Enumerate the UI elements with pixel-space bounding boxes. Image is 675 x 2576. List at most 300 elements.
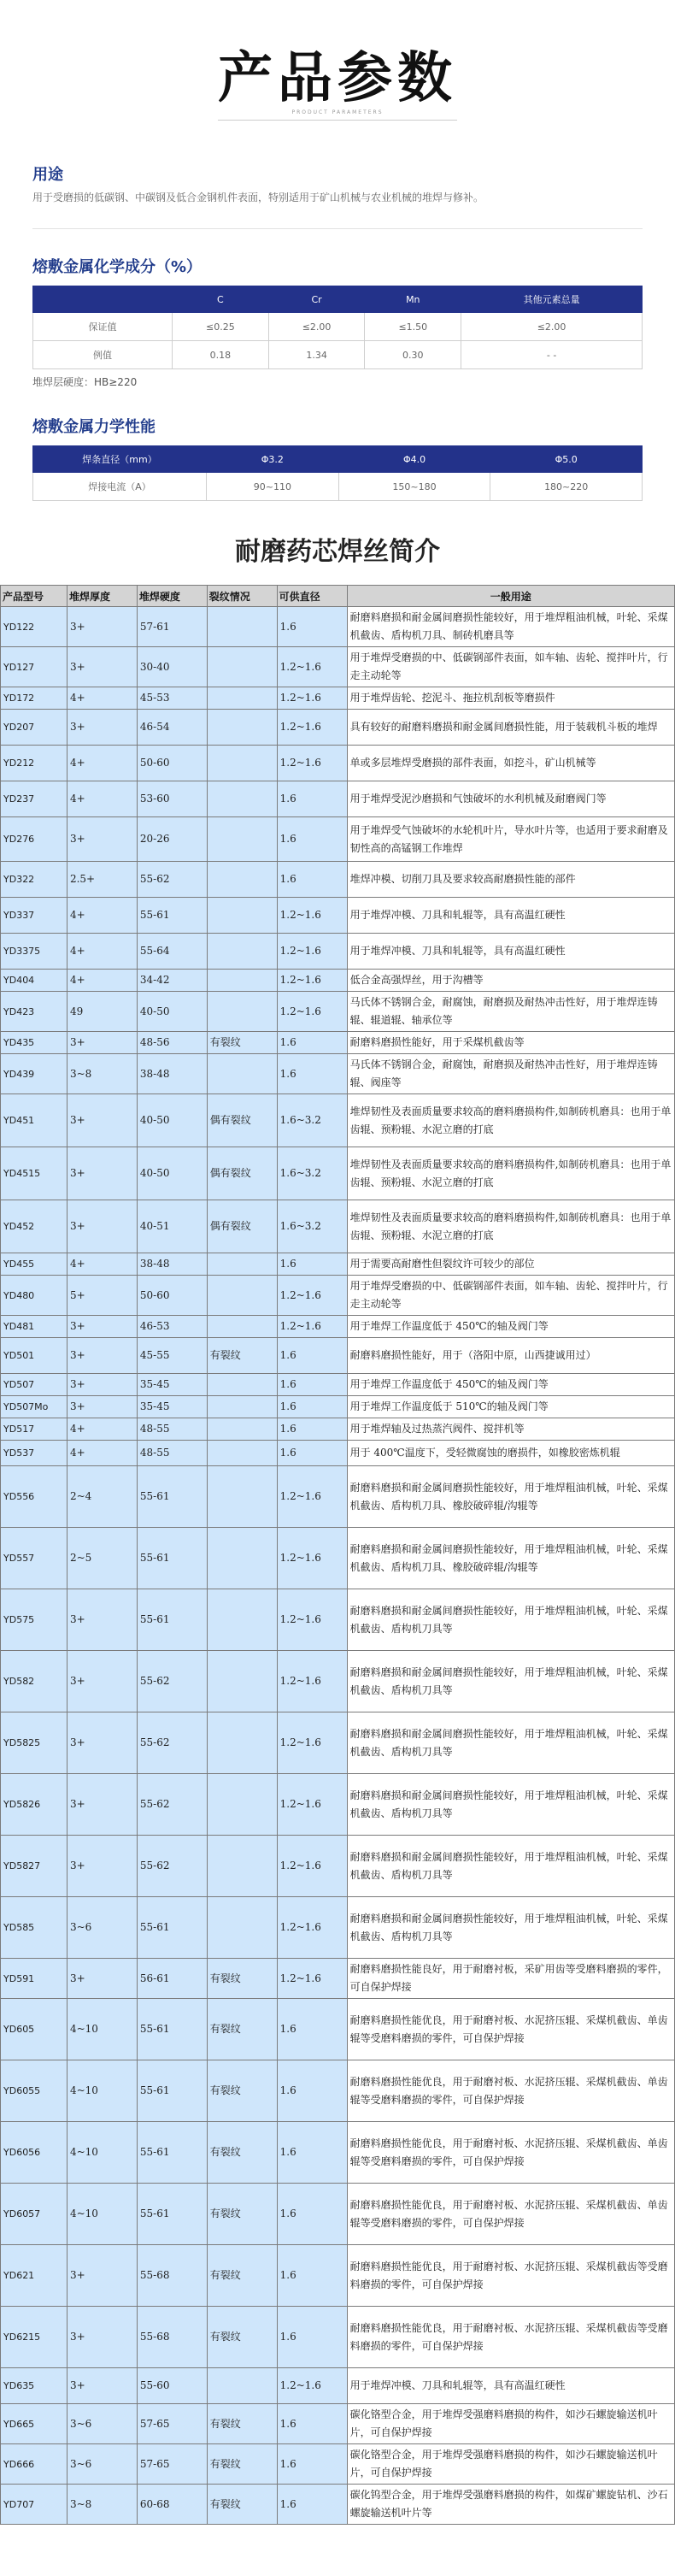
diameter-cell: 1.2~1.6: [277, 970, 347, 992]
chem-cell: ≤2.00: [268, 313, 365, 341]
thickness-cell: 3~6: [67, 2404, 137, 2444]
hardness-cell: 50-60: [137, 746, 207, 781]
product-row: [1, 710, 675, 746]
thickness-cell: 4+: [67, 746, 137, 781]
product-model-cell: YD451: [1, 1094, 68, 1147]
product-row: [1, 2245, 675, 2307]
chem-header-cell: 其他元素总量: [461, 286, 643, 313]
thickness-cell: 4+: [67, 1441, 137, 1466]
crack-cell: 有裂纹: [207, 1959, 277, 1999]
thickness-cell: 4~10: [67, 2060, 137, 2122]
thickness-cell: 3~8: [67, 1054, 137, 1094]
usage-cell: 用于堆焊冲模、刀具和轧辊等，具有高温红硬性: [347, 898, 674, 934]
hardness-cell: 40-50: [137, 1094, 207, 1147]
mech-cell: 180~220: [490, 473, 643, 501]
mech-header-cell: 焊条直径（mm）: [33, 446, 207, 473]
product-model-cell: YD6057: [1, 2184, 68, 2245]
diameter-cell: 1.6: [277, 2122, 347, 2184]
product-row: [1, 1032, 675, 1054]
usage-cell: 耐磨料磨损和耐金属间磨损性能较好，用于堆焊粗油机械，叶轮、采煤机截齿、盾构机刀具等: [347, 1774, 674, 1836]
hardness-cell: 55-61: [137, 1589, 207, 1651]
thickness-cell: 2~5: [67, 1528, 137, 1589]
hardness-cell: 30-40: [137, 647, 207, 687]
diameter-cell: 1.6: [277, 2404, 347, 2444]
crack-cell: [207, 1253, 277, 1276]
usage-cell: 用于堆焊工作温度低于 450℃的轴及阀门等: [347, 1374, 674, 1396]
usage-cell: 用于堆焊工作温度低于 450℃的轴及阀门等: [347, 1316, 674, 1338]
diameter-cell: 1.6: [277, 1338, 347, 1374]
usage-cell: 用于堆焊受泥沙磨损和气蚀破坏的水利机械及耐磨阀门等: [347, 781, 674, 817]
chem-cell: - -: [461, 341, 643, 369]
crack-cell: [207, 1418, 277, 1441]
products-title: 耐磨药芯焊丝简介: [235, 537, 440, 567]
product-row: [1, 2404, 675, 2444]
hardness-cell: 40-50: [137, 992, 207, 1032]
product-row: [1, 1276, 675, 1316]
thickness-cell: 3+: [67, 647, 137, 687]
product-row: [1, 1316, 675, 1338]
product-model-cell: YD621: [1, 2245, 68, 2307]
diameter-cell: 1.6: [277, 817, 347, 862]
usage-cell: 耐磨料磨损性能优良，用于耐磨衬板、水泥挤压辊、采煤机截齿、单齿辊等受磨料磨损的零件，可自保护焊接: [347, 2122, 674, 2184]
crack-cell: 有裂纹: [207, 2404, 277, 2444]
product-row: [1, 992, 675, 1032]
thickness-cell: 3+: [67, 1032, 137, 1054]
thickness-cell: 3+: [67, 1147, 137, 1200]
chem-header-cell: Cr: [268, 286, 365, 313]
hardness-cell: 40-51: [137, 1200, 207, 1253]
crack-cell: [207, 862, 277, 898]
crack-cell: [207, 710, 277, 746]
thickness-cell: 3+: [67, 1712, 137, 1774]
mech-cell: 150~180: [338, 473, 490, 501]
product-model-cell: YD3375: [1, 934, 68, 970]
hardness-cell: 55-60: [137, 2368, 207, 2404]
product-row: [1, 2368, 675, 2404]
diameter-cell: 1.6~3.2: [277, 1147, 347, 1200]
crack-cell: [207, 1774, 277, 1836]
product-row: [1, 1200, 675, 1253]
hardness-cell: 56-61: [137, 1959, 207, 1999]
chem-cell: 1.34: [268, 341, 365, 369]
diameter-cell: 1.6: [277, 1032, 347, 1054]
usage-cell: 用于堆焊冲模、刀具和轧辊等，具有高温红硬性: [347, 2368, 674, 2404]
chem-header-cell: Mn: [365, 286, 461, 313]
thickness-cell: 4~10: [67, 2184, 137, 2245]
hardness-cell: 20-26: [137, 817, 207, 862]
thickness-cell: 4+: [67, 934, 137, 970]
diameter-cell: 1.2~1.6: [277, 1651, 347, 1712]
hardness-cell: 34-42: [137, 970, 207, 992]
products-body: [1, 607, 675, 2525]
product-row: [1, 970, 675, 992]
page-title: 产品参数: [218, 47, 457, 110]
crack-cell: [207, 1836, 277, 1897]
diameter-cell: 1.6: [277, 1396, 347, 1418]
crack-cell: [207, 607, 277, 647]
product-model-cell: YD6056: [1, 2122, 68, 2184]
product-model-cell: YD4515: [1, 1147, 68, 1200]
crack-cell: [207, 1316, 277, 1338]
diameter-cell: 1.2~1.6: [277, 1528, 347, 1589]
products-header-cell: 一般用途: [347, 586, 674, 607]
usage-cell: 用于堆焊受气蚀破坏的水轮机叶片，导水叶片等，也适用于要求耐磨及韧性高的高锰钢工作堆焊: [347, 817, 674, 862]
diameter-cell: 1.6: [277, 1418, 347, 1441]
thickness-cell: 3~6: [67, 2444, 137, 2485]
diameter-cell: 1.6: [277, 2060, 347, 2122]
product-model-cell: YD585: [1, 1897, 68, 1959]
crack-cell: [207, 1712, 277, 1774]
product-model-cell: YD517: [1, 1418, 68, 1441]
crack-cell: 有裂纹: [207, 2122, 277, 2184]
crack-cell: [207, 746, 277, 781]
products-header-cell: 裂纹情况: [207, 586, 277, 607]
hardness-cell: 55-61: [137, 1999, 207, 2060]
hardness-cell: 48-55: [137, 1441, 207, 1466]
diameter-cell: 1.6: [277, 1253, 347, 1276]
hardness-cell: 46-54: [137, 710, 207, 746]
product-model-cell: YD172: [1, 687, 68, 710]
crack-cell: 偶有裂纹: [207, 1200, 277, 1253]
thickness-cell: 3~8: [67, 2485, 137, 2525]
product-model-cell: YD337: [1, 898, 68, 934]
mech-title: 熔敷金属力学性能: [32, 418, 156, 436]
usage-cell: 用于堆焊轴及过热蒸汽阀件、搅拌机等: [347, 1418, 674, 1441]
hardness-cell: 55-61: [137, 1466, 207, 1528]
diameter-cell: 1.2~1.6: [277, 710, 347, 746]
product-model-cell: YD481: [1, 1316, 68, 1338]
product-row: [1, 1774, 675, 1836]
usage-cell: 低合金高强焊丝，用于沟槽等: [347, 970, 674, 992]
thickness-cell: 4~10: [67, 1999, 137, 2060]
thickness-cell: 4+: [67, 1418, 137, 1441]
diameter-cell: 1.6: [277, 1374, 347, 1396]
hardness-cell: 57-65: [137, 2444, 207, 2485]
thickness-cell: 3+: [67, 1200, 137, 1253]
crack-cell: [207, 647, 277, 687]
usage-cell: 耐磨料磨损性能好，用于（洛阳中原，山西捷诚用过）: [347, 1338, 674, 1374]
diameter-cell: 1.2~1.6: [277, 687, 347, 710]
thickness-cell: 3+: [67, 1959, 137, 1999]
product-row: [1, 687, 675, 710]
product-row: [1, 1589, 675, 1651]
product-model-cell: YD501: [1, 1338, 68, 1374]
thickness-cell: 3~6: [67, 1897, 137, 1959]
hardness-cell: 55-62: [137, 1774, 207, 1836]
usage-cell: 用于 400℃温度下，受轻微腐蚀的磨损件，如橡胶密炼机辊: [347, 1441, 674, 1466]
diameter-cell: 1.2~1.6: [277, 647, 347, 687]
product-row: [1, 2122, 675, 2184]
crack-cell: [207, 687, 277, 710]
usage-cell: 耐磨料磨损和耐金属间磨损性能较好，用于堆焊粗油机械，叶轮、采煤机截齿、盾构机刀具、橡胶破碎辊/沟辊等: [347, 1466, 674, 1528]
hardness-cell: 45-53: [137, 687, 207, 710]
usage-cell: 马氏体不锈钢合金，耐腐蚀，耐磨损及耐热冲击性好，用于堆焊连铸辊、阀座等: [347, 1054, 674, 1094]
product-model-cell: YD439: [1, 1054, 68, 1094]
product-row: [1, 2485, 675, 2525]
diameter-cell: 1.6: [277, 1441, 347, 1466]
crack-cell: [207, 1466, 277, 1528]
thickness-cell: 3+: [67, 1396, 137, 1418]
diameter-cell: 1.6: [277, 2485, 347, 2525]
usage-cell: 耐磨料磨损性能好，用于采煤机截齿等: [347, 1032, 674, 1054]
diameter-cell: 1.2~1.6: [277, 1466, 347, 1528]
crack-cell: [207, 992, 277, 1032]
thickness-cell: 5+: [67, 1276, 137, 1316]
product-row: [1, 2060, 675, 2122]
hardness-cell: 55-61: [137, 2060, 207, 2122]
product-model-cell: YD212: [1, 746, 68, 781]
diameter-cell: 1.2~1.6: [277, 746, 347, 781]
hardness-cell: 35-45: [137, 1374, 207, 1396]
product-model-cell: YD6055: [1, 2060, 68, 2122]
product-model-cell: YD435: [1, 1032, 68, 1054]
crack-cell: 有裂纹: [207, 1032, 277, 1054]
products-header-cell: 堆焊硬度: [137, 586, 207, 607]
product-row: [1, 1338, 675, 1374]
product-model-cell: YD605: [1, 1999, 68, 2060]
usage-text: 用于受磨损的低碳钢、中碳钢及低合金钢机件表面，特别适用于矿山机械与农业机械的堆焊与修补。: [32, 192, 484, 203]
product-row: [1, 817, 675, 862]
usage-cell: 耐磨料磨损和耐金属间磨损性能较好，用于堆焊粗油机械，叶轮、采煤机截齿、盾构机刀具等: [347, 1897, 674, 1959]
product-row: [1, 2307, 675, 2368]
thickness-cell: 2~4: [67, 1466, 137, 1528]
usage-cell: 堆焊韧性及表面质量要求较高的磨料磨损构件,如制砖机磨具：也用于单齿辊、预粉辊、水泥立磨的打底: [347, 1094, 674, 1147]
usage-cell: 耐磨料磨损和耐金属间磨损性能较好，用于堆焊粗油机械，叶轮、采煤机截齿、盾构机刀具等: [347, 1712, 674, 1774]
usage-cell: 马氏体不锈钢合金，耐腐蚀，耐磨损及耐热冲击性好，用于堆焊连铸辊、辊道辊、轴承位等: [347, 992, 674, 1032]
product-model-cell: YD480: [1, 1276, 68, 1316]
hardness-cell: 55-61: [137, 2184, 207, 2245]
product-model-cell: YD635: [1, 2368, 68, 2404]
hardness-cell: 55-61: [137, 898, 207, 934]
product-model-cell: YD666: [1, 2444, 68, 2485]
diameter-cell: 1.6: [277, 2444, 347, 2485]
crack-cell: [207, 1589, 277, 1651]
chem-cell: ≤2.00: [461, 313, 643, 341]
product-model-cell: YD122: [1, 607, 68, 647]
hardness-cell: 50-60: [137, 1276, 207, 1316]
usage-cell: 用于堆焊齿轮、挖泥斗、拖拉机刮板等磨损件: [347, 687, 674, 710]
usage-cell: 具有较好的耐磨料磨损和耐金属间磨损性能，用于装载机斗板的堆焊: [347, 710, 674, 746]
crack-cell: [207, 1897, 277, 1959]
usage-cell: 堆焊韧性及表面质量要求较高的磨料磨损构件,如制砖机磨具：也用于单齿辊、预粉辊、水泥立磨的打底: [347, 1200, 674, 1253]
hardness-cell: 55-61: [137, 1897, 207, 1959]
mech-row: [33, 473, 643, 501]
usage-cell: 单或多层堆焊受磨损的部件表面，如挖斗，矿山机械等: [347, 746, 674, 781]
product-row: [1, 1374, 675, 1396]
diameter-cell: 1.2~1.6: [277, 898, 347, 934]
product-row: [1, 1054, 675, 1094]
product-model-cell: YD237: [1, 781, 68, 817]
hardness-note: 堆焊层硬度：HB≥220: [32, 376, 138, 388]
hardness-cell: 38-48: [137, 1253, 207, 1276]
product-model-cell: YD557: [1, 1528, 68, 1589]
product-row: [1, 781, 675, 817]
thickness-cell: 3+: [67, 817, 137, 862]
diameter-cell: 1.2~1.6: [277, 1897, 347, 1959]
hardness-cell: 45-55: [137, 1338, 207, 1374]
usage-cell: 用于堆焊受磨损的中、低碳钢部件表面，如车轴、齿轮、搅拌叶片，行走主动轮等: [347, 647, 674, 687]
hardness-cell: 57-65: [137, 2404, 207, 2444]
usage-cell: 耐磨料磨损和耐金属间磨损性能较好，用于堆焊粗油机械，叶轮、采煤机截齿、盾构机刀具等: [347, 1836, 674, 1897]
crack-cell: [207, 781, 277, 817]
mech-header-row: [33, 446, 643, 473]
hardness-cell: 55-61: [137, 2122, 207, 2184]
product-model-cell: YD455: [1, 1253, 68, 1276]
usage-cell: 用于堆焊受磨损的中、低碳钢部件表面，如车轴、齿轮、搅拌叶片，行走主动轮等: [347, 1276, 674, 1316]
diameter-cell: 1.2~1.6: [277, 1836, 347, 1897]
chem-cell: 0.18: [173, 341, 269, 369]
product-row: [1, 934, 675, 970]
hardness-cell: 48-55: [137, 1418, 207, 1441]
product-model-cell: YD6215: [1, 2307, 68, 2368]
product-row: [1, 1528, 675, 1589]
product-model-cell: YD591: [1, 1959, 68, 1999]
thickness-cell: 3+: [67, 1338, 137, 1374]
diameter-cell: 1.2~1.6: [277, 1712, 347, 1774]
hardness-cell: 55-68: [137, 2307, 207, 2368]
usage-cell: 耐磨料磨损性能优良，用于耐磨衬板、水泥挤压辊、采煤机截齿等受磨料磨损的零件，可自保护焊接: [347, 2307, 674, 2368]
products-table: [0, 585, 675, 2525]
product-model-cell: YD507Mo: [1, 1396, 68, 1418]
page-subtitle: PRODUCT PARAMETERS: [291, 109, 384, 115]
usage-cell: 碳化钨型合金，用于堆焊受强磨料磨损的构件，如煤矿螺旋钻机、沙石螺旋输送机叶片等: [347, 2485, 674, 2525]
hardness-cell: 53-60: [137, 781, 207, 817]
usage-section: [32, 162, 643, 229]
chem-row: [33, 341, 643, 369]
product-model-cell: YD582: [1, 1651, 68, 1712]
product-row: [1, 1094, 675, 1147]
thickness-cell: 3+: [67, 1836, 137, 1897]
diameter-cell: 1.6: [277, 2245, 347, 2307]
usage-cell: 堆焊冲模、切削刀具及要求较高耐磨损性能的部件: [347, 862, 674, 898]
usage-cell: 耐磨料磨损和耐金属间磨损性能较好，用于堆焊粗油机械，叶轮、采煤机截齿、盾构机刀具等: [347, 1589, 674, 1651]
mech-header-cell: Φ3.2: [207, 446, 339, 473]
thickness-cell: 4+: [67, 781, 137, 817]
product-model-cell: YD127: [1, 647, 68, 687]
product-row: [1, 1651, 675, 1712]
diameter-cell: 1.6: [277, 2184, 347, 2245]
crack-cell: 有裂纹: [207, 2245, 277, 2307]
crack-cell: [207, 898, 277, 934]
thickness-cell: 3+: [67, 2307, 137, 2368]
chem-cell: 0.30: [365, 341, 461, 369]
thickness-cell: 3+: [67, 1374, 137, 1396]
product-model-cell: YD276: [1, 817, 68, 862]
crack-cell: 有裂纹: [207, 1999, 277, 2060]
thickness-cell: 4+: [67, 898, 137, 934]
crack-cell: [207, 2368, 277, 2404]
diameter-cell: 1.6~3.2: [277, 1094, 347, 1147]
chem-section: [32, 255, 643, 389]
usage-cell: 堆焊韧性及表面质量要求较高的磨料磨损构件,如制砖机磨具：也用于单齿辊、预粉辊、水泥立磨的打底: [347, 1147, 674, 1200]
crack-cell: [207, 1651, 277, 1712]
product-model-cell: YD5827: [1, 1836, 68, 1897]
crack-cell: [207, 1054, 277, 1094]
diameter-cell: 1.6: [277, 781, 347, 817]
hardness-cell: 46-53: [137, 1316, 207, 1338]
usage-cell: 耐磨料磨损和耐金属间磨损性能较好，用于堆焊粗油机械，叶轮、采煤机截齿、盾构机刀具、橡胶破碎辊/沟辊等: [347, 1528, 674, 1589]
thickness-cell: 4~10: [67, 2122, 137, 2184]
product-model-cell: YD556: [1, 1466, 68, 1528]
diameter-cell: 1.2~1.6: [277, 934, 347, 970]
chem-cell: ≤0.25: [173, 313, 269, 341]
diameter-cell: 1.6: [277, 1999, 347, 2060]
thickness-cell: 3+: [67, 607, 137, 647]
product-model-cell: YD207: [1, 710, 68, 746]
thickness-cell: 3+: [67, 1589, 137, 1651]
product-model-cell: YD423: [1, 992, 68, 1032]
section-divider: [32, 228, 643, 229]
usage-cell: 用于需要高耐磨性但裂纹许可较少的部位: [347, 1253, 674, 1276]
thickness-cell: 4+: [67, 970, 137, 992]
chem-header-cell: C: [173, 286, 269, 313]
mech-cell: 90~110: [207, 473, 339, 501]
thickness-cell: 3+: [67, 2368, 137, 2404]
product-model-cell: YD575: [1, 1589, 68, 1651]
crack-cell: [207, 1374, 277, 1396]
diameter-cell: 1.6: [277, 2307, 347, 2368]
diameter-cell: 1.6~3.2: [277, 1200, 347, 1253]
mech-header-cell: Φ5.0: [490, 446, 643, 473]
crack-cell: [207, 934, 277, 970]
thickness-cell: 3+: [67, 1774, 137, 1836]
crack-cell: 有裂纹: [207, 2307, 277, 2368]
mech-table: [32, 445, 643, 501]
product-row: [1, 1418, 675, 1441]
usage-cell: 碳化铬型合金，用于堆焊受强磨料磨损的构件，如沙石螺旋输送机叶片，可自保护焊接: [347, 2444, 674, 2485]
hardness-cell: 40-50: [137, 1147, 207, 1200]
hardness-cell: 55-62: [137, 862, 207, 898]
usage-cell: 碳化铬型合金，用于堆焊受强磨料磨损的构件，如沙石螺旋输送机叶片，可自保护焊接: [347, 2404, 674, 2444]
product-row: [1, 1147, 675, 1200]
hardness-cell: 55-64: [137, 934, 207, 970]
products-header-cell: 产品型号: [1, 586, 68, 607]
hardness-cell: 48-56: [137, 1032, 207, 1054]
product-model-cell: YD537: [1, 1441, 68, 1466]
hero-header: [0, 0, 675, 128]
products-header-cell: 可供直径: [277, 586, 347, 607]
product-row: [1, 1959, 675, 1999]
thickness-cell: 4+: [67, 1253, 137, 1276]
chem-table: [32, 286, 643, 369]
hardness-cell: 55-61: [137, 1528, 207, 1589]
chem-title: 熔敷金属化学成分（%）: [32, 258, 202, 276]
diameter-cell: 1.6: [277, 862, 347, 898]
thickness-cell: 4+: [67, 687, 137, 710]
hardness-cell: 57-61: [137, 607, 207, 647]
diameter-cell: 1.2~1.6: [277, 1316, 347, 1338]
crack-cell: [207, 817, 277, 862]
crack-cell: 有裂纹: [207, 1338, 277, 1374]
product-model-cell: YD5825: [1, 1712, 68, 1774]
product-row: [1, 1466, 675, 1528]
product-row: [1, 1836, 675, 1897]
crack-cell: [207, 1276, 277, 1316]
diameter-cell: 1.2~1.6: [277, 2368, 347, 2404]
thickness-cell: 3+: [67, 2245, 137, 2307]
product-row: [1, 1253, 675, 1276]
product-model-cell: YD707: [1, 2485, 68, 2525]
product-row: [1, 862, 675, 898]
crack-cell: 偶有裂纹: [207, 1147, 277, 1200]
diameter-cell: 1.2~1.6: [277, 1959, 347, 1999]
chem-header-cell: [33, 286, 173, 313]
product-row: [1, 1897, 675, 1959]
hardness-cell: 55-62: [137, 1712, 207, 1774]
product-model-cell: YD507: [1, 1374, 68, 1396]
crack-cell: 偶有裂纹: [207, 1094, 277, 1147]
product-row: [1, 746, 675, 781]
